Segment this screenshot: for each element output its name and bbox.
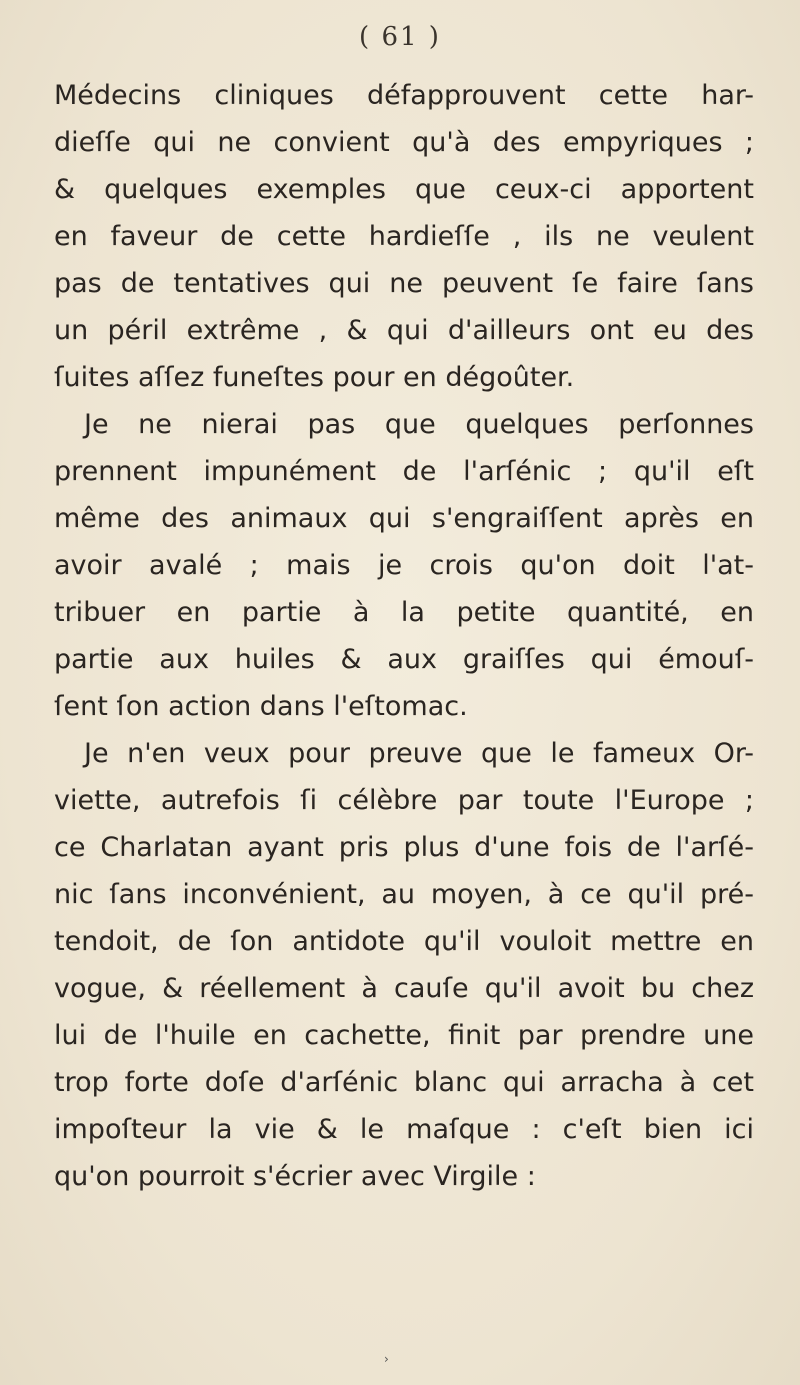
catchword-mark: › bbox=[384, 1352, 389, 1366]
text-line: & quelques exemples que ceux-ci apportent bbox=[54, 174, 754, 205]
text-line: même des animaux qui s'engraiſſent après en bbox=[54, 503, 754, 534]
text-line: Je n'en veux pour preuve que le fameux Or- bbox=[84, 738, 754, 769]
text-line: impoſteur la vie & le maſque : c'eſt bien ici bbox=[54, 1114, 754, 1145]
text-line: ce Charlatan ayant pris plus d'une fois de l'arſé- bbox=[54, 832, 754, 863]
page-number-header: ( 61 ) bbox=[359, 22, 441, 52]
text-line: partie aux huiles & aux graiſſes qui émouſ- bbox=[54, 644, 754, 675]
text-line: qu'on pourroit s'écrier avec Virgile : bbox=[54, 1161, 536, 1192]
text-line: avoir avalé ; mais je crois qu'on doit l'at- bbox=[54, 550, 754, 581]
text-line: ſuites aſſez funeſtes pour en dégoûter. bbox=[54, 362, 575, 393]
text-line: tribuer en partie à la petite quantité, en bbox=[54, 597, 754, 628]
text-line: dieſſe qui ne convient qu'à des empyriques ; bbox=[54, 127, 754, 158]
text-line: pas de tentatives qui ne peuvent ſe faire ſans bbox=[54, 268, 754, 299]
text-line: trop forte doſe d'arſénic blanc qui arracha à cet bbox=[54, 1067, 754, 1098]
text-line: vogue, & réellement à cauſe qu'il avoit bu chez bbox=[54, 973, 754, 1004]
text-line: Médecins cliniques défapprouvent cette har- bbox=[54, 80, 754, 111]
text-line: lui de l'huile en cachette, finit par prendre une bbox=[54, 1020, 754, 1051]
text-line: ſent ſon action dans l'eſtomac. bbox=[54, 691, 468, 722]
text-line: viette, autrefois ſi célèbre par toute l'Europe ; bbox=[54, 785, 754, 816]
text-line: en faveur de cette hardieſſe , ils ne veulent bbox=[54, 221, 754, 252]
text-line: un péril extrême , & qui d'ailleurs ont eu des bbox=[54, 315, 754, 346]
text-line: Je ne nierai pas que quelques perſonnes bbox=[84, 409, 754, 440]
body-text bbox=[54, 72, 754, 1200]
text-line: prennent impunément de l'arſénic ; qu'il eſt bbox=[54, 456, 754, 487]
text-line: tendoit, de ſon antidote qu'il vouloit mettre en bbox=[54, 926, 754, 957]
text-line: nic ſans inconvénient, au moyen, à ce qu'il pré- bbox=[54, 879, 754, 910]
